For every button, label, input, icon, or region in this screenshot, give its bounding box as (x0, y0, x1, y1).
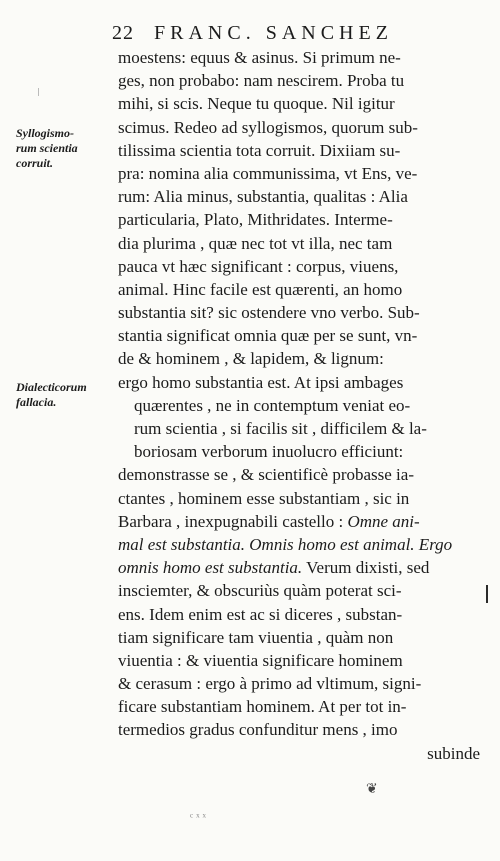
margin-note-line: Syllogismo- (16, 126, 75, 140)
foot-mark: ᶜ ˣ ˣ (190, 810, 207, 824)
margin-note-line: rum scientia (16, 141, 78, 155)
text-line: quærentes , ne in contemptum veniat eo- (134, 395, 411, 415)
text-line: mihi, si scis. Neque tu quoque. Nil igitur (118, 94, 395, 114)
text-line: ficare substantiam hominem. At per tot in- (118, 697, 407, 717)
text-line: tilissima scientia tota corruit. Dixiiam su- (118, 140, 401, 160)
text-line: omnis homo est substantia. Verum dixisti, sed (118, 558, 430, 578)
margin-bracket (486, 585, 494, 603)
text-line: animal. Hinc facile est quærenti, an homo (118, 279, 403, 299)
text-line: particularia, Plato, Mithridates. Interme- (118, 210, 393, 230)
text-line: de & hominem , & lapidem, & lignum: (118, 349, 384, 369)
text-line: scimus. Redeo ad syllogismos, quorum sub- (118, 117, 418, 137)
catchword: subinde (427, 743, 480, 763)
text-line: termedios gradus confunditur mens , imo (118, 720, 398, 740)
page-number: 22 (112, 22, 134, 44)
margin-smudge (38, 88, 45, 96)
text-line: Barbara , inexpugnabili castello : Omne ani- (118, 511, 420, 531)
running-title: FRANC. SANCHEZ (154, 22, 393, 44)
ornament-icon: ❦ (366, 782, 378, 797)
text-line: viuentia : & viuentia significare hominem (118, 650, 403, 670)
text-line: substantia sit? sic ostendere vno verbo. Sub- (118, 303, 420, 323)
italic-span: omnis homo est substantia. (118, 558, 303, 578)
margin-note-line: corruit. (16, 156, 54, 170)
text-line: stantia significat omnia quæ per se sunt, vn- (118, 326, 418, 346)
text-line (118, 533, 488, 556)
text-line: rum: Alia minus, substantia, qualitas : Alia (118, 187, 408, 207)
text-line: pra: nomina alia communissima, vt Ens, ve- (118, 163, 418, 183)
running-header (112, 22, 442, 45)
text-line: demonstrasse se , & scientificè probasse ia- (118, 465, 414, 485)
text-line: boriosam verborum inuolucro efficiunt: (134, 442, 404, 462)
margin-note-dialecticians (16, 380, 112, 410)
margin-note-line: Dialecticorum (16, 380, 87, 394)
text-line: & cerasum : ergo à primo ad vltimum, signi- (118, 674, 422, 694)
text-line: tiam significare tam viuentia , quàm non (118, 627, 394, 647)
text-line: ctantes , hominem esse substantiam , sic in (118, 488, 410, 508)
margin-note-line: fallacia. (16, 395, 57, 409)
italic-span: mal est substantia. Omnis homo est animal. Ergo (118, 534, 453, 554)
margin-note-syllogisms (16, 126, 112, 171)
text-line: insciemter, & obscuriùs quàm poterat sci- (118, 581, 402, 601)
text-line: rum scientia , si facilis sit , difficilem & la- (134, 419, 427, 438)
italic-span: Omne ani- (347, 511, 420, 531)
text-line: ergo homo substantia est. At ipsi ambages (118, 372, 404, 392)
text-line: moestens: equus & asinus. Si primum ne- (118, 48, 401, 67)
text-line: pauca vt hæc significant : corpus, viuens, (118, 256, 399, 276)
text-line: ens. Idem enim est ac si diceres , substan- (118, 604, 403, 624)
text-line: ges, non probabo: nam nescirem. Proba tu (118, 71, 405, 91)
body-text (118, 46, 488, 765)
text-line: dia plurima , quæ nec tot vt illa, nec tam (118, 233, 393, 253)
